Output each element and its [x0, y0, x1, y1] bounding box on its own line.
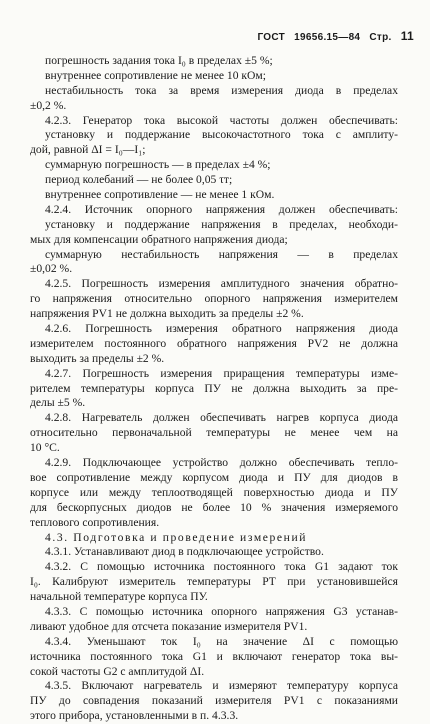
text-line: 4.2.5. Погрешность измерения амплитудного значения обратно- [45, 277, 398, 291]
text-line: установку и поддержание высокочастотного тока с амплиту- [45, 128, 398, 142]
text-line: делы ±5 %. [30, 396, 86, 410]
text-line: мых для компенсации обратного напряжения диода; [30, 232, 288, 246]
text-line: 4.3.1. Устанавливают диод в подключающее устройство. [45, 545, 324, 559]
text-line: нестабильность тока за время измерения диода в пределах [45, 83, 398, 97]
text-line: 4.3.2. С помощью источника постоянного тока G1 задают ток [45, 560, 398, 574]
text-line: вое сопротивление между корпусом диода и ПУ для диодов в [30, 470, 398, 484]
text-line: 4.2.7. Погрешность измерения приращения температуры изме- [45, 366, 398, 380]
text-line: ±0,2 %. [30, 98, 67, 112]
text-line: 4.3.3. С помощью источника опорного напряжения G3 устанав- [45, 604, 398, 618]
text-line: теплового сопротивления. [30, 515, 160, 529]
text-line: корпусе или между теплоотводящей поверхностью диода и ПУ [30, 485, 398, 499]
text-line: начальной температуре корпуса ПУ. [30, 590, 208, 604]
text-line: источника постоянного тока G1 и включают генератор тока вы- [30, 649, 398, 663]
text-line: 4.2.8. Нагреватель должен обеспечивать нагрев корпуса диода [45, 411, 398, 425]
page-number: 11 [400, 29, 414, 43]
text-line: ПУ до совпадения показаний измерителя PV1 с показаниями [30, 694, 398, 708]
text-line: 4.3.5. Включают нагреватель и измеряют температуру корпуса [45, 679, 398, 693]
text-line: 10 °С. [30, 441, 60, 455]
standard-number: 19656.15—84 [294, 32, 361, 43]
text-line: 4.2.9. Подключающее устройство должно обеспечивать тепло- [45, 456, 398, 470]
text-line: выходить за пределы ±2 %. [30, 351, 165, 365]
text-line: внутреннее сопротивление не менее 10 кОм; [45, 68, 266, 82]
text-line: рителем температуры корпуса ПУ не должна выходить за пре- [30, 381, 398, 395]
text-line: погрешность задания тока I₀ в пределах ±5 %; [45, 54, 273, 67]
gost-label: ГОСТ [257, 32, 286, 43]
text-line: напряжения PV1 не должна выходить за пределы ±2 %. [30, 307, 304, 321]
text-line: сокой частоты G2 с амплитудой ΔI. [30, 664, 205, 678]
text-line: суммарную погрешность — в пределах ±4 %; [45, 158, 271, 172]
section-heading: 4.3. Подготовка и проведение измерений [45, 530, 308, 544]
text-line: 4.2.4. Источник опорного напряжения должен обеспечивать: [45, 202, 398, 216]
text-line: 4.2.3. Генератор тока высокой частоты должен обеспечивать: [45, 113, 398, 127]
text-line: дой, равной ΔI = I₀—I₁; [30, 143, 146, 157]
text-line: го напряжения относительно опорного напряжения измерителем [30, 292, 398, 306]
text-line: для бескорпусных диодов не более 10 % значения измеряемого [30, 500, 398, 514]
text-line: суммарную нестабильность напряжения — в пределах [45, 247, 398, 261]
document-body [30, 54, 398, 724]
running-header [251, 29, 414, 43]
text-line: ±0,02 %. [30, 262, 73, 276]
text-line: установку и поддержание напряжения в пределах, необходи- [45, 217, 398, 231]
text-line: этого прибора, установленными в п. 4.3.3. [30, 709, 239, 723]
text-line: период колебаний — не более 0,05 τт; [45, 173, 233, 187]
text-line: 4.3.4. Уменьшают ток I₀ на значение ΔI с помощью [45, 634, 398, 648]
text-line: относительно первоначальной температуры не менее чем на [30, 426, 398, 440]
text-line: I₀. Калибруют измеритель температуры РТ при установившейся [30, 575, 398, 589]
text-line: внутреннее сопротивление — не менее 1 кОм. [45, 188, 275, 202]
text-line: 4.2.6. Погрешность измерения обратного напряжения диода [45, 322, 398, 336]
text-line: измерителем постоянного обратного напряжения PV2 не должна [30, 336, 398, 350]
text-line: ливают удобное для отсчета показание измерителя PV1. [30, 619, 308, 633]
page-label: Стр. [369, 32, 392, 43]
